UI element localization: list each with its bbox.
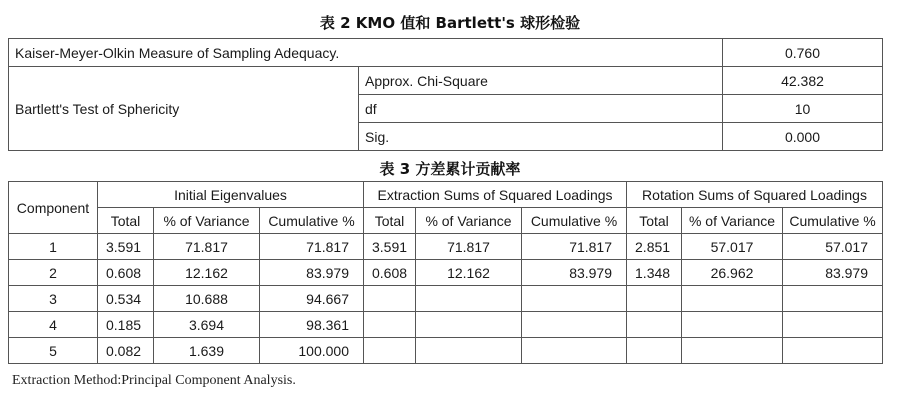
kmo-label: Kaiser-Meyer-Olkin Measure of Sampling Adequacy. (9, 39, 723, 67)
initial-cell: 83.979 (260, 260, 364, 286)
bartlett-label: Bartlett's Test of Sphericity (9, 67, 359, 151)
extraction-cell: 3.591 (364, 234, 416, 260)
initial-cell: 0.608 (98, 260, 154, 286)
extraction-cell: 83.979 (522, 260, 627, 286)
extraction-cell (416, 312, 522, 338)
subheader-variance: % of Variance (154, 208, 260, 234)
initial-cell: 0.185 (98, 312, 154, 338)
subheader-cumulative: Cumulative % (783, 208, 883, 234)
table-row (9, 260, 883, 286)
bartlett-stat-value: 42.382 (723, 67, 883, 95)
table-row (9, 67, 883, 95)
rotation-cell: 57.017 (682, 234, 783, 260)
rotation-cell: 57.017 (783, 234, 883, 260)
rotation-cell: 83.979 (783, 260, 883, 286)
rotation-cell (783, 286, 883, 312)
subheader-total: Total (98, 208, 154, 234)
subheader-total: Total (627, 208, 682, 234)
component-cell: 4 (9, 312, 98, 338)
subheader-variance: % of Variance (416, 208, 522, 234)
bartlett-stat-label: Approx. Chi-Square (359, 67, 723, 95)
extraction-cell: 71.817 (522, 234, 627, 260)
rotation-cell (682, 338, 783, 364)
kmo-value: 0.760 (723, 39, 883, 67)
bartlett-stat-label: df (359, 95, 723, 123)
subheader-cumulative: Cumulative % (522, 208, 627, 234)
group-header-rotation: Rotation Sums of Squared Loadings (627, 182, 883, 208)
rotation-cell (627, 286, 682, 312)
rotation-cell: 26.962 (682, 260, 783, 286)
initial-cell: 98.361 (260, 312, 364, 338)
subheader-variance: % of Variance (682, 208, 783, 234)
rotation-cell (682, 312, 783, 338)
table-subheader-row (9, 208, 883, 234)
extraction-cell (416, 286, 522, 312)
rotation-cell (783, 312, 883, 338)
group-header-extraction: Extraction Sums of Squared Loadings (364, 182, 627, 208)
component-cell: 2 (9, 260, 98, 286)
initial-cell: 12.162 (154, 260, 260, 286)
extraction-cell (522, 338, 627, 364)
extraction-cell (416, 338, 522, 364)
bartlett-stat-label: Sig. (359, 123, 723, 151)
extraction-cell (522, 312, 627, 338)
initial-cell: 1.639 (154, 338, 260, 364)
component-cell: 5 (9, 338, 98, 364)
initial-cell: 100.000 (260, 338, 364, 364)
group-header-initial: Initial Eigenvalues (98, 182, 364, 208)
initial-cell: 10.688 (154, 286, 260, 312)
rotation-cell (682, 286, 783, 312)
initial-cell: 0.534 (98, 286, 154, 312)
extraction-cell: 71.817 (416, 234, 522, 260)
table-header-row (9, 182, 883, 208)
component-cell: 3 (9, 286, 98, 312)
rotation-cell (627, 312, 682, 338)
initial-cell: 0.082 (98, 338, 154, 364)
extraction-cell (522, 286, 627, 312)
extraction-cell (364, 338, 416, 364)
initial-cell: 3.694 (154, 312, 260, 338)
component-header: Component (9, 182, 98, 234)
initial-cell: 94.667 (260, 286, 364, 312)
footnote: Extraction Method:Principal Component Analysis. (12, 373, 296, 388)
table3-caption: 表 3 方差累计贡献率 (379, 160, 521, 178)
table-row (9, 39, 883, 67)
table-row (9, 338, 883, 364)
rotation-cell (627, 338, 682, 364)
initial-cell: 71.817 (154, 234, 260, 260)
subheader-cumulative: Cumulative % (260, 208, 364, 234)
bartlett-stat-value: 0.000 (723, 123, 883, 151)
table-row (9, 312, 883, 338)
extraction-cell (364, 286, 416, 312)
bartlett-stat-value: 10 (723, 95, 883, 123)
table2-caption: 表 2 KMO 值和 Bartlett's 球形检验 (319, 14, 581, 32)
extraction-cell: 12.162 (416, 260, 522, 286)
extraction-cell: 0.608 (364, 260, 416, 286)
rotation-cell: 2.851 (627, 234, 682, 260)
rotation-cell: 1.348 (627, 260, 682, 286)
initial-cell: 3.591 (98, 234, 154, 260)
initial-cell: 71.817 (260, 234, 364, 260)
table-row (9, 234, 883, 260)
table-row (9, 286, 883, 312)
extraction-cell (364, 312, 416, 338)
component-cell: 1 (9, 234, 98, 260)
kmo-bartlett-table (8, 38, 883, 151)
variance-table (8, 181, 883, 364)
subheader-total: Total (364, 208, 416, 234)
rotation-cell (783, 338, 883, 364)
